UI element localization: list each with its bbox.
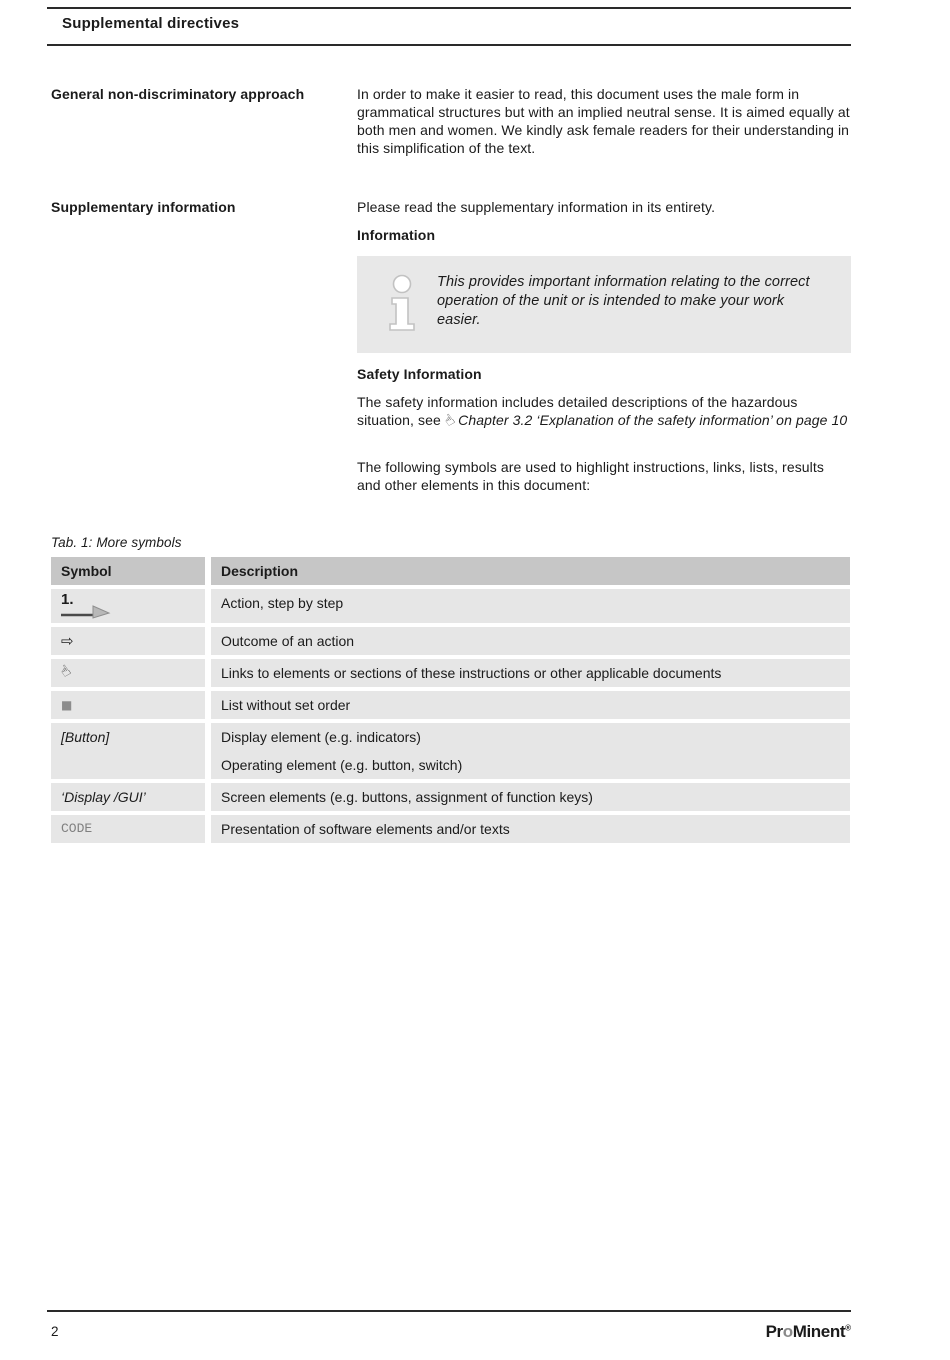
description-text: Links to elements or sections of these instructions or other applicable documents (221, 665, 722, 681)
section-label-supplementary-info: Supplementary information (51, 199, 236, 215)
table-row (51, 691, 850, 719)
top-rule (47, 7, 851, 9)
description-text: Operating element (e.g. button, switch) (221, 757, 463, 773)
symbol-text: ‘Display /GUI’ (61, 789, 146, 805)
table-row (51, 627, 850, 655)
symbols-table (51, 557, 850, 847)
following-symbols-paragraph (357, 458, 851, 494)
safety-heading: Safety Information (357, 366, 482, 382)
symbol-cell (51, 815, 205, 843)
safety-lead-text: The safety information includes detailed descriptions of the hazardous situation, see (357, 394, 798, 428)
page-title: Supplemental directives (62, 15, 240, 32)
symbol-cell (51, 723, 205, 779)
symbol-cell (51, 589, 205, 623)
info-heading: Information (357, 227, 436, 243)
column-header-description: Description (211, 557, 850, 585)
cross-reference-hand-icon: ☝ (440, 410, 459, 431)
description-cell (211, 627, 850, 655)
description-cell (211, 659, 850, 687)
table-row (51, 723, 850, 779)
paragraph: In order to make it easier to read, this document uses the male form in grammatical structures but with an implied neutral sense. It is aimed equally at both men and women. We kindly ask female readers for their understanding in this simplification of the text. (357, 86, 850, 156)
logo-o: o (782, 1322, 793, 1341)
info-box-text: This provides important information relating to the correct operation of the unit or is intended to make your work easier. (437, 274, 810, 328)
square-bullet-icon: ■ (61, 698, 73, 712)
info-box (357, 256, 851, 353)
paragraph: The following symbols are used to highlight instructions, links, lists, results and other elements in this document: (357, 459, 824, 493)
description-text: List without set order (221, 697, 351, 713)
section-body-supplementary-info (357, 198, 851, 216)
cross-reference-hand-icon: ☝ (56, 661, 75, 682)
info-i-icon (385, 274, 419, 336)
symbol-cell (51, 691, 205, 719)
footer-rule (47, 1310, 851, 1312)
page-number: 2 (51, 1324, 59, 1339)
symbol-cell (51, 659, 205, 687)
step-arrow-icon: 1. (61, 594, 119, 618)
description-text: Outcome of an action (221, 633, 355, 649)
description-text: Presentation of software elements and/or texts (221, 821, 510, 837)
code-symbol-text: CODE (61, 821, 93, 836)
description-cell (211, 815, 850, 843)
title-rule (47, 44, 851, 46)
table-row (51, 815, 850, 843)
description-text: Screen elements (e.g. buttons, assignment of function keys) (221, 789, 593, 805)
registered-trademark-icon: ® (845, 1323, 851, 1333)
section-label-general-approach: General non-discriminatory approach (51, 86, 305, 102)
paragraph (357, 393, 851, 429)
table-row (51, 783, 850, 811)
table-row (51, 659, 850, 687)
outcome-arrow-icon: ⇨ (61, 632, 74, 650)
chapter-reference: Chapter 3.2 ‘Explanation of the safety information’ on page 10 (458, 412, 848, 428)
paragraph: Please read the supplementary information in its entirety. (357, 199, 716, 215)
table-header-row (51, 557, 850, 585)
safety-paragraph (357, 393, 851, 429)
symbol-cell (51, 627, 205, 655)
description-cell (211, 691, 850, 719)
description-cell (211, 723, 850, 779)
symbols-table-body (51, 589, 850, 843)
description-cell (211, 589, 850, 623)
symbol-cell (51, 783, 205, 811)
column-header-symbol: Symbol (51, 557, 205, 585)
prominent-logo: ProMinent® (765, 1322, 851, 1341)
description-text: Action, step by step (221, 595, 344, 611)
table-row (51, 589, 850, 623)
section-body-general-approach (357, 85, 851, 157)
description-cell (211, 783, 850, 811)
symbol-text: [Button] (61, 729, 110, 745)
description-text: Display element (e.g. indicators) (221, 729, 421, 745)
table-caption: Tab. 1: More symbols (51, 535, 182, 550)
